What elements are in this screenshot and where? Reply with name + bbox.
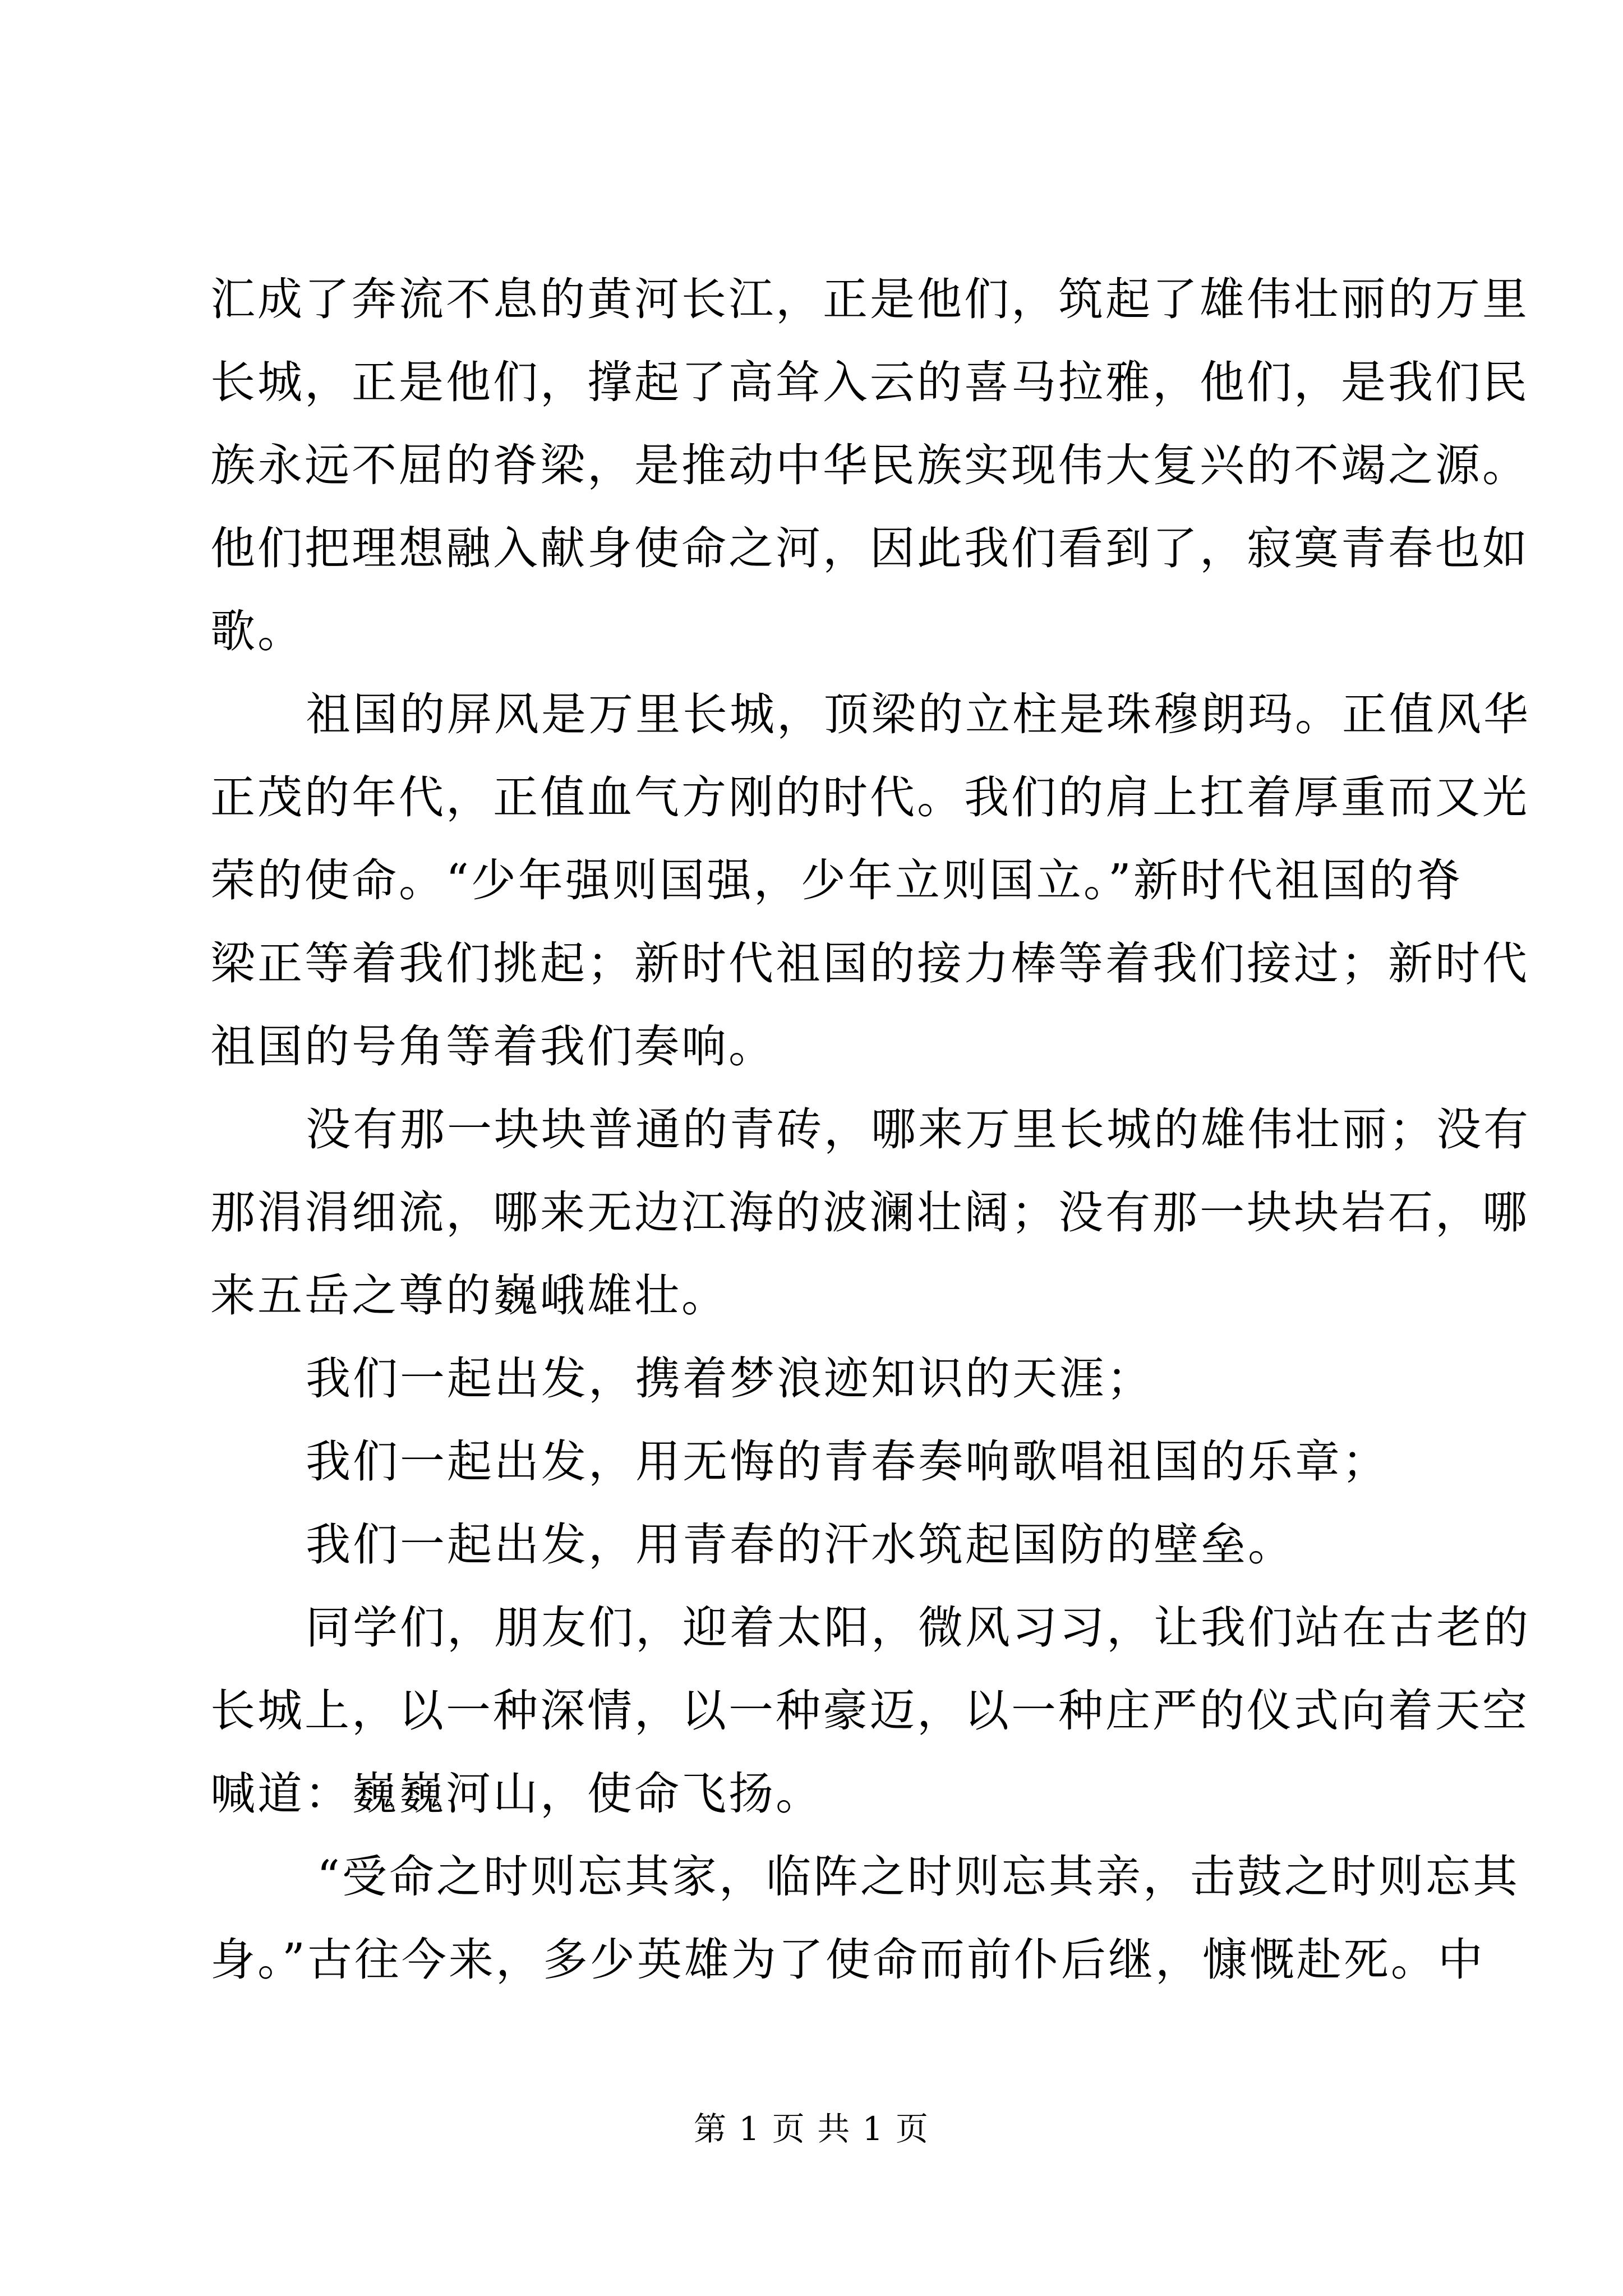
text-line: 族永远不屈的脊梁，是推动中华民族实现伟大复兴的不竭之源。 [210,439,1529,491]
text-line: 长城，正是他们，撑起了高耸入云的喜马拉雅，他们，是我们民 [210,356,1529,408]
text-line: 喊道：巍巍河山，使命飞扬。 [210,1768,823,1820]
page-footer: 第 1 页 共 1 页 [694,2110,929,2148]
text-line: 身。”古往今来，多少英雄为了使命而前仆后继，慷慨赴死。中 [210,1934,1485,1986]
text-line: 正茂的年代，正值血气方刚的时代。我们的肩上扛着厚重而又光 [210,771,1529,823]
paragraph-first-line: 同学们，朋友们，迎着太阳，微风习习，让我们站在古老的 [306,1602,1530,1654]
text-line: 汇成了奔流不息的黄河长江，正是他们，筑起了雄伟壮丽的万里 [210,273,1529,325]
text-line: 来五岳之尊的巍峨雄壮。 [210,1269,728,1322]
text-line: 那涓涓细流，哪来无边江海的波澜壮阔；没有那一块块岩石，哪 [210,1186,1529,1239]
text-line: 长城上，以一种深情，以一种豪迈，以一种庄严的仪式向着天空 [210,1685,1529,1737]
document-body [210,258,1530,2001]
text-line: 荣的使命。“少年强则国强，少年立则国立。”新时代祖国的脊 [210,854,1463,907]
paragraph-first-line: 没有那一块块普通的青砖，哪来万里长城的雄伟壮丽；没有 [306,1103,1530,1156]
paragraph-first-line: 我们一起出发，用无悔的青春奏响歌唱祖国的乐章； [306,1435,1389,1488]
paragraph-first-line: “受命之时则忘其家，临阵之时则忘其亲，击鼓之时则忘其 [317,1851,1520,1903]
text-line: 祖国的号角等着我们奏响。 [210,1020,776,1073]
text-line: 歌。 [210,605,305,657]
paragraph-first-line: 祖国的屏风是万里长城，顶梁的立柱是珠穆朗玛。正值风华 [306,688,1530,740]
text-line: 梁正等着我们挑起；新时代祖国的接力棒等着我们接过；新时代 [210,937,1529,990]
paragraph-first-line: 我们一起出发，用青春的汗水筑起国防的壁垒。 [306,1519,1295,1571]
paragraph-first-line: 我们一起出发，携着梦浪迹知识的天涯； [306,1352,1154,1405]
text-line: 他们把理想融入献身使命之河，因此我们看到了，寂寞青春也如 [210,522,1529,574]
